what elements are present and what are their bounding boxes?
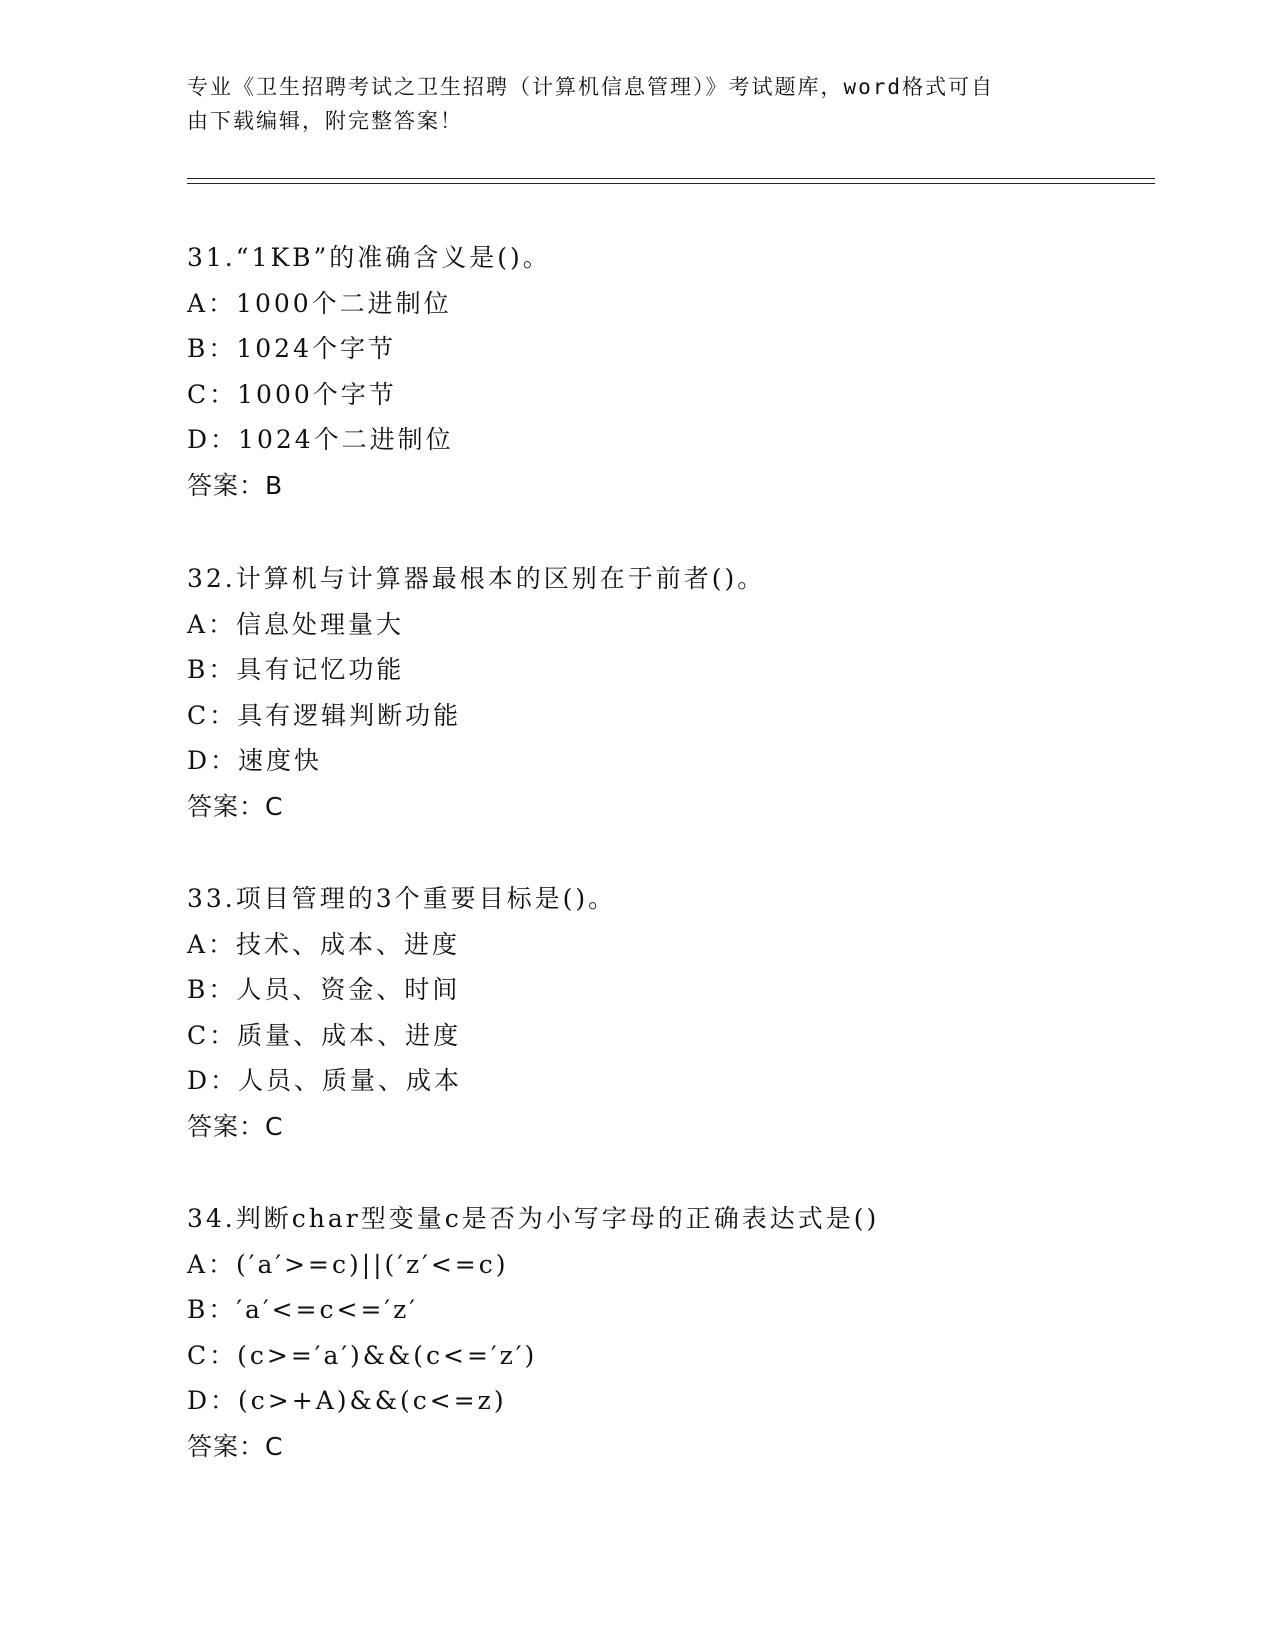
- question-stem: 33.项目管理的3个重要目标是()。: [187, 884, 617, 913]
- answer: 答案：C: [187, 1111, 284, 1141]
- option-a: A：技术、成本、进度: [187, 929, 461, 959]
- header-rule-top: [187, 178, 1155, 179]
- question-stem: 34.判断char型变量c是否为小写字母的正确表达式是(): [187, 1204, 880, 1233]
- option-a: A：信息处理量大: [187, 609, 405, 639]
- answer: 答案：C: [187, 1431, 284, 1461]
- answer: 答案：B: [187, 470, 284, 500]
- document-header: [187, 70, 1067, 138]
- option-b: B：具有记忆功能: [187, 655, 405, 684]
- answer: 答案：C: [187, 791, 284, 821]
- option-b: B：′a′<=c<=′z′: [187, 1295, 418, 1324]
- header-line-2: 由下载编辑，附完整答案！: [187, 109, 463, 133]
- option-d: D：速度快: [187, 746, 323, 775]
- header-rule-bottom: [187, 183, 1155, 184]
- option-a: A：(′a′>=c)||(′z′<=c): [187, 1249, 509, 1279]
- question-34: [187, 1196, 1147, 1469]
- question-stem: 32.计算机与计算器最根本的区别在于前者()。: [187, 564, 766, 593]
- question-stem: 31.“1KB”的准确含义是()。: [187, 243, 551, 272]
- option-c: C：质量、成本、进度: [187, 1020, 462, 1050]
- option-c: C：具有逻辑判断功能: [187, 700, 462, 730]
- option-c: C：(c>=′a′)&&(c<=′z′): [187, 1340, 538, 1370]
- header-line-1: 专业《卫生招聘考试之卫生招聘（计算机信息管理）》考试题库，word格式可自: [187, 75, 995, 99]
- option-b: B：1024个字节: [187, 334, 396, 363]
- question-32: [187, 556, 1147, 829]
- question-31: [187, 235, 1147, 508]
- option-d: D：1024个二进制位: [187, 425, 454, 454]
- option-d: D：人员、质量、成本: [187, 1066, 463, 1095]
- option-c: C：1000个字节: [187, 379, 397, 409]
- option-b: B：人员、资金、时间: [187, 975, 461, 1004]
- option-d: D：(c>+A)&&(c<=z): [187, 1386, 507, 1415]
- question-33: [187, 876, 1147, 1149]
- option-a: A：1000个二进制位: [187, 288, 452, 318]
